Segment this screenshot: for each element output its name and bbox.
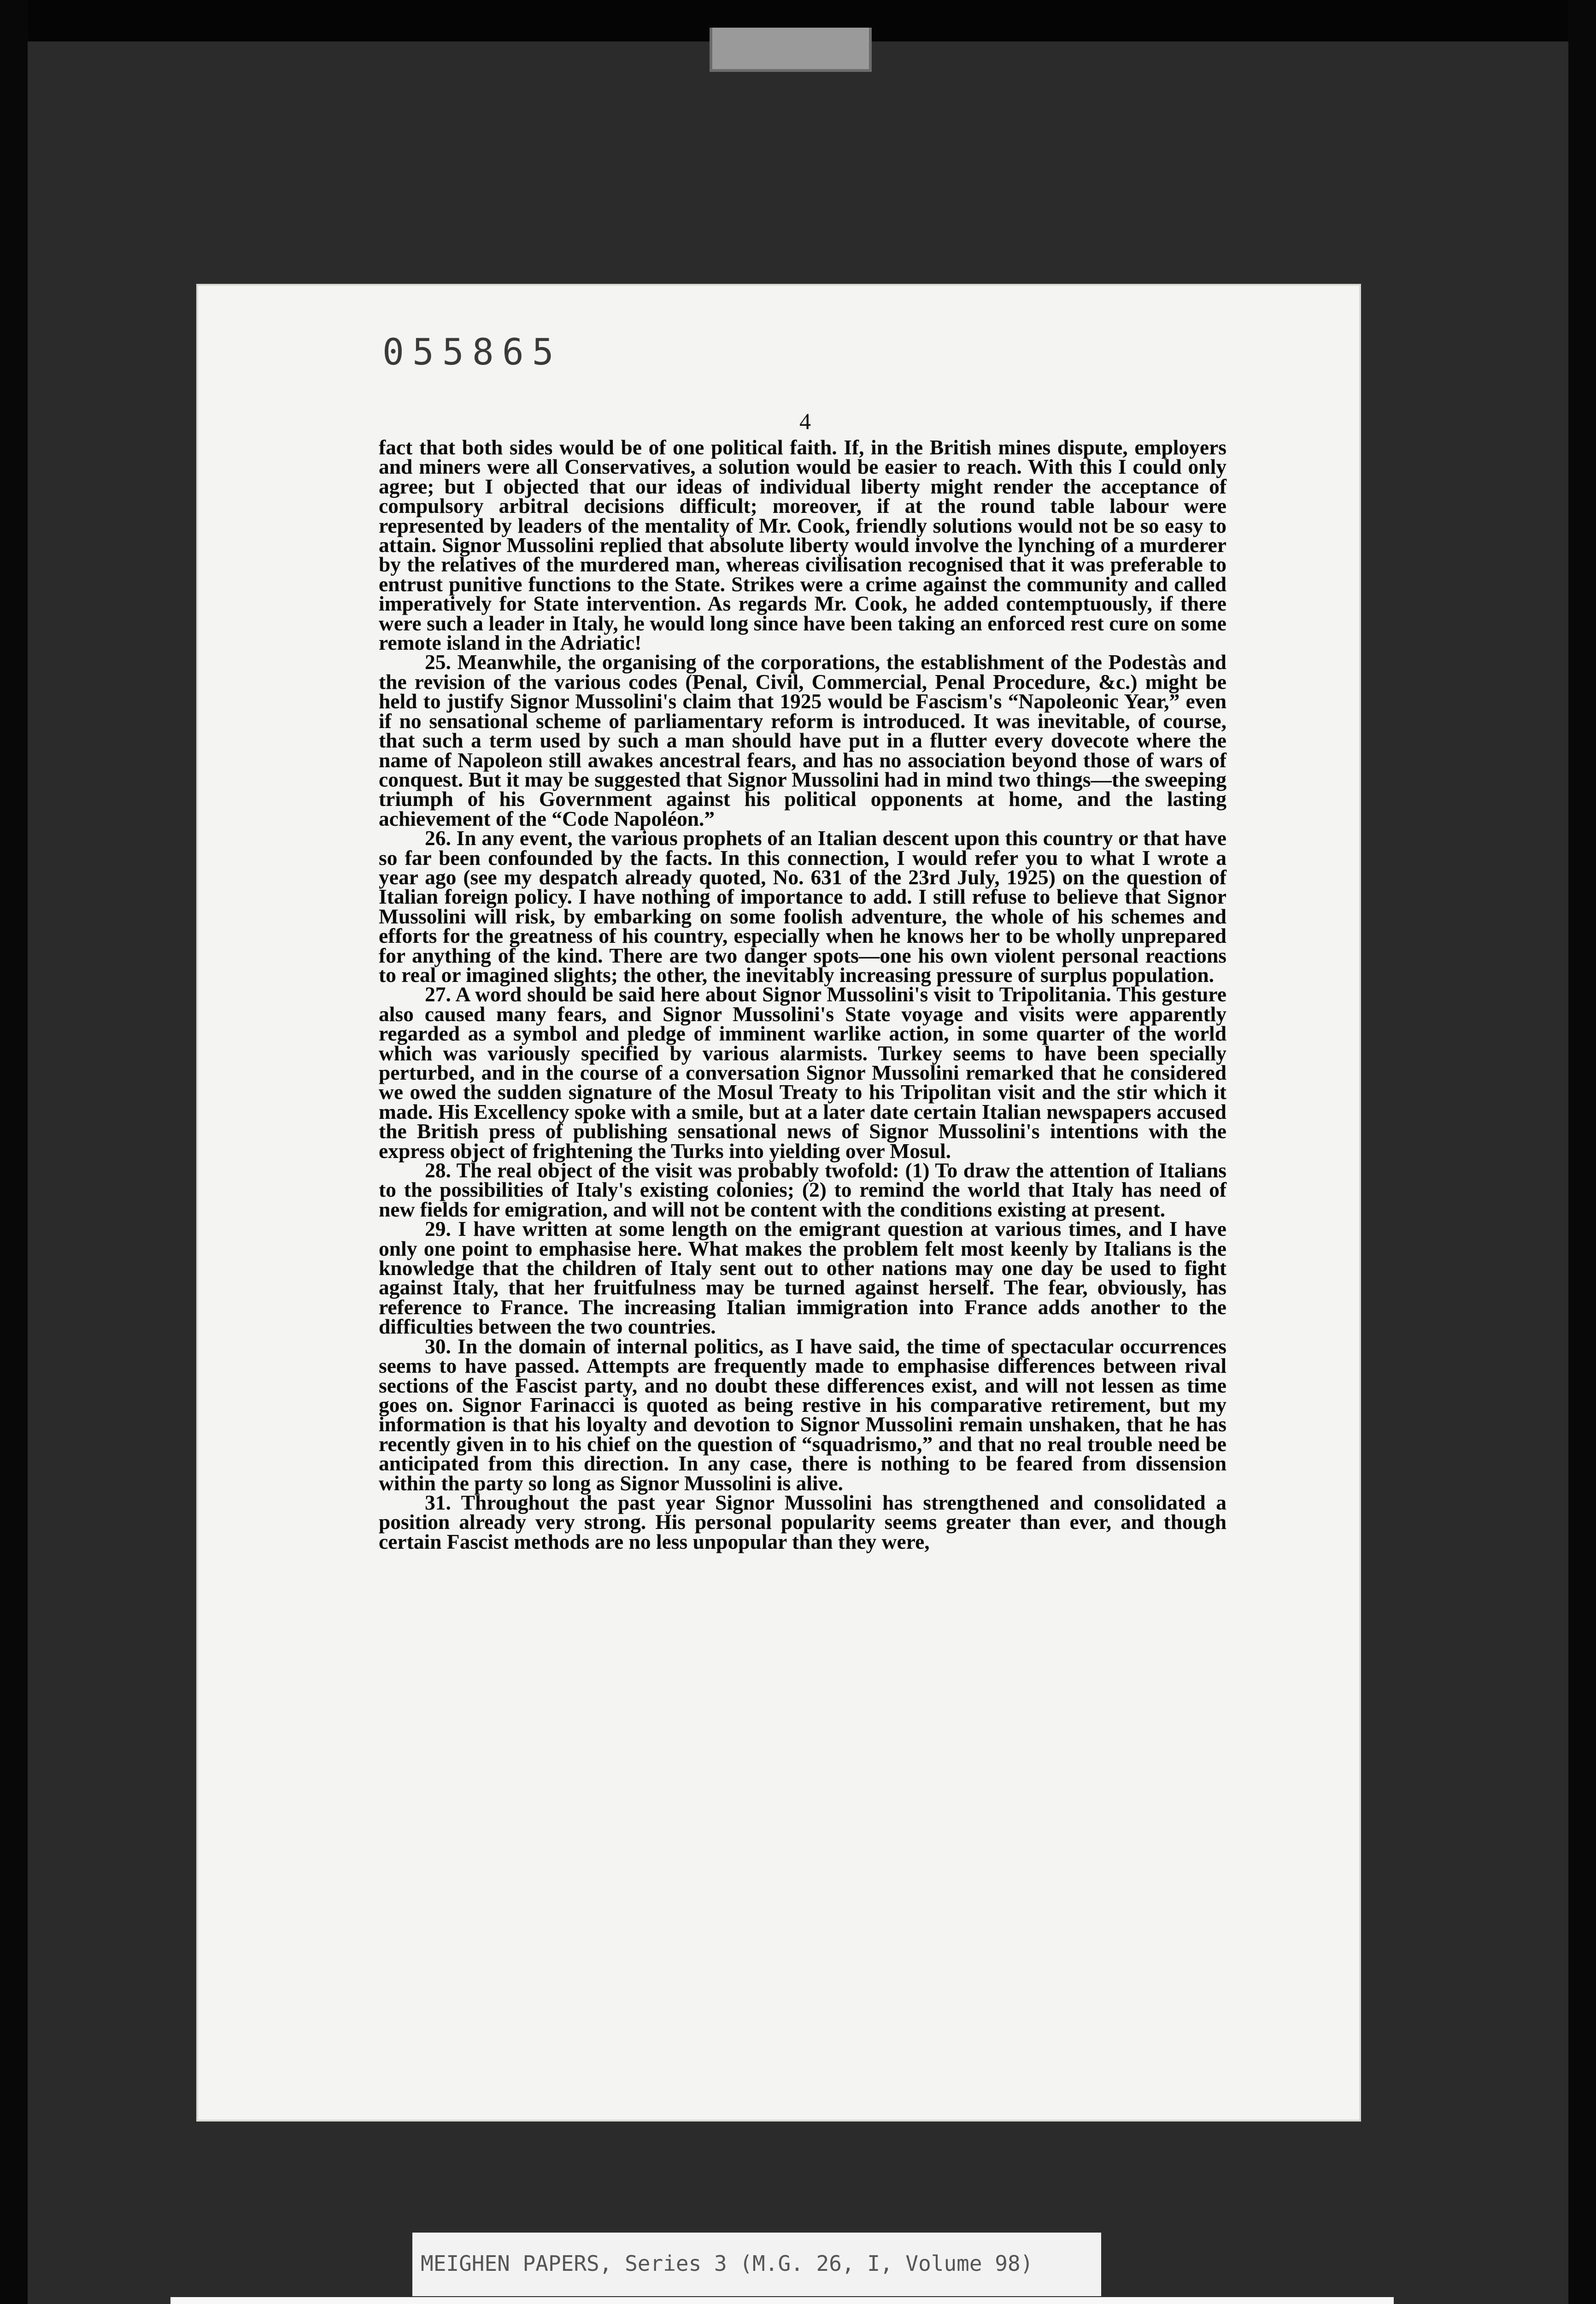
film-border-right — [1568, 0, 1596, 2304]
paragraph: 26. In any event, the various prophets of an Italian descent upon this country or that have so far been confounded by the facts. In this connection, I would refer you to what I wrote a year ago (see my despatch already quoted, No. 631 of the 23rd July, 1925) on the question of Italian foreign policy. I have nothing of importance to add. I still refuse to believe that Signor Mussolini will risk, by embarking on some foolish adventure, the whole of his schemes and efforts for the greatness of his country, especially when he knows her to be wholly unprepared for anything of the kind. There are two danger spots—one his own violent personal reactions to real or imagined slights; the other, the inevitably increasing pressure of surplus population. — [379, 826, 1226, 987]
reference-label-text: MEIGHEN PAPERS, Series 3 (M.G. 26, I, Volume 98) — [421, 2251, 1033, 2276]
paragraph: 28. The real object of the visit was probably twofold: (1) To draw the attention of Italians to the possibilities of Italy's existing colonies; (2) to remind the world that Italy has need of new fields for emigration, and will not be content with the conditions existing at present. — [379, 1158, 1226, 1221]
paragraph: 27. A word should be said here about Signor Mussolini's visit to Tripolitania. This gesture also caused many fears, and Signor Mussolini's State voyage and visits were apparently regarded as a symbol and pledge of imminent warlike action, in some quarter of the world which was variously specified by various alarmists. Turkey seems to have been specially perturbed, and in the course of a conversation Signor Mussolini remarked that he considered we owed the sudden signature of the Mosul Treaty to his Tripolitan visit and the stir which it made. His Excellency spoke with a smile, but at a later date certain Italian newspapers accused the British press of publishing sensational news of Signor Mussolini's intentions with the express object of frightening the Turks into yielding over Mosul. — [379, 982, 1226, 1163]
reference-label — [412, 2233, 1101, 2296]
archives-card — [170, 2297, 1394, 2304]
paragraph: 29. I have written at some length on the emigrant question at various times, and I have only one point to emphasise here. What makes the problem felt most keenly by Italians is the knowledge that the children of Italy sent out to other nations may one day be used to fight against Italy, that her fruitfulness may be turned against herself. The fear, obviously, has reference to France. The increasing Italian immigration into France adds another to the difficulties between the two countries. — [379, 1217, 1226, 1339]
paragraph: 31. Throughout the past year Signor Mussolini has strengthened and consolidated a position already very strong. His personal popularity seems greater than ever, and though certain Fascist methods are no less unpopular than they were, — [379, 1490, 1226, 1553]
film-border-left — [0, 0, 28, 2304]
paragraph: 30. In the domain of internal politics, as I have said, the time of spectacular occurrences seems to have passed. Attempts are frequently made to emphasise differences between rival sections of the Fascist party, and no doubt these differences exist, and will not lessen as time goes on. Signor Farinacci is quoted as being restive in his comparative retirement, but my information is that his loyalty and devotion to Signor Mussolini remain unshaken, that he has recently given in to his chief on the question of “squadrismo,” and that no real trouble need be anticipated from this direction. In any case, there is nothing to be feared from dissension within the party so long as Signor Mussolini is alive. — [379, 1334, 1226, 1495]
paragraph: 25. Meanwhile, the organising of the corporations, the establishment of the Podestàs and the revision of the various codes (Penal, Civil, Commercial, Penal Procedure, &c.) might be held to justify Signor Mussolini's claim that 1925 would be Fascism's “Napoleonic Year,” even if no sensational scheme of parliamentary reform is introduced. It was inevitable, of course, that such a term used by such a man should have put in a flutter every dovecote where the name of Napoleon still awakes ancestral fears, and has no association beyond those of wars of conquest. But it may be suggested that Signor Mussolini had in mind two things—the sweeping triumph of his Government against his political opponents at home, and the lasting achievement of the “Code Napoléon.” — [379, 650, 1226, 830]
paragraph: fact that both sides would be of one political faith. If, in the British mines dispute, employers and miners were all Conservatives, a solution would be easier to reach. With this I could only agree; but I objected that our ideas of individual liberty might render the acceptance of compulsory arbitral decisions difficult; moreover, if at the round table labour were represented by leaders of the mentality of Mr. Cook, friendly solutions would not be so easy to attain. Signor Mussolini replied that absolute liberty would involve the lynching of a murderer by the relatives of the murdered man, whereas civilisation recognised that it was preferable to entrust punitive functions to the State. Strikes were a crime against the community and called imperatively for State intervention. As regards Mr. Cook, he added contemptuously, if there were such a leader in Italy, he would long since have been taking an enforced rest cure on some remote island in the Adriatic! — [379, 435, 1226, 655]
document-page — [198, 286, 1359, 2120]
page-number: 4 — [799, 408, 811, 434]
body-text — [379, 435, 1226, 1553]
binder-clip — [710, 28, 872, 72]
serial-number: 055865 — [382, 332, 562, 373]
